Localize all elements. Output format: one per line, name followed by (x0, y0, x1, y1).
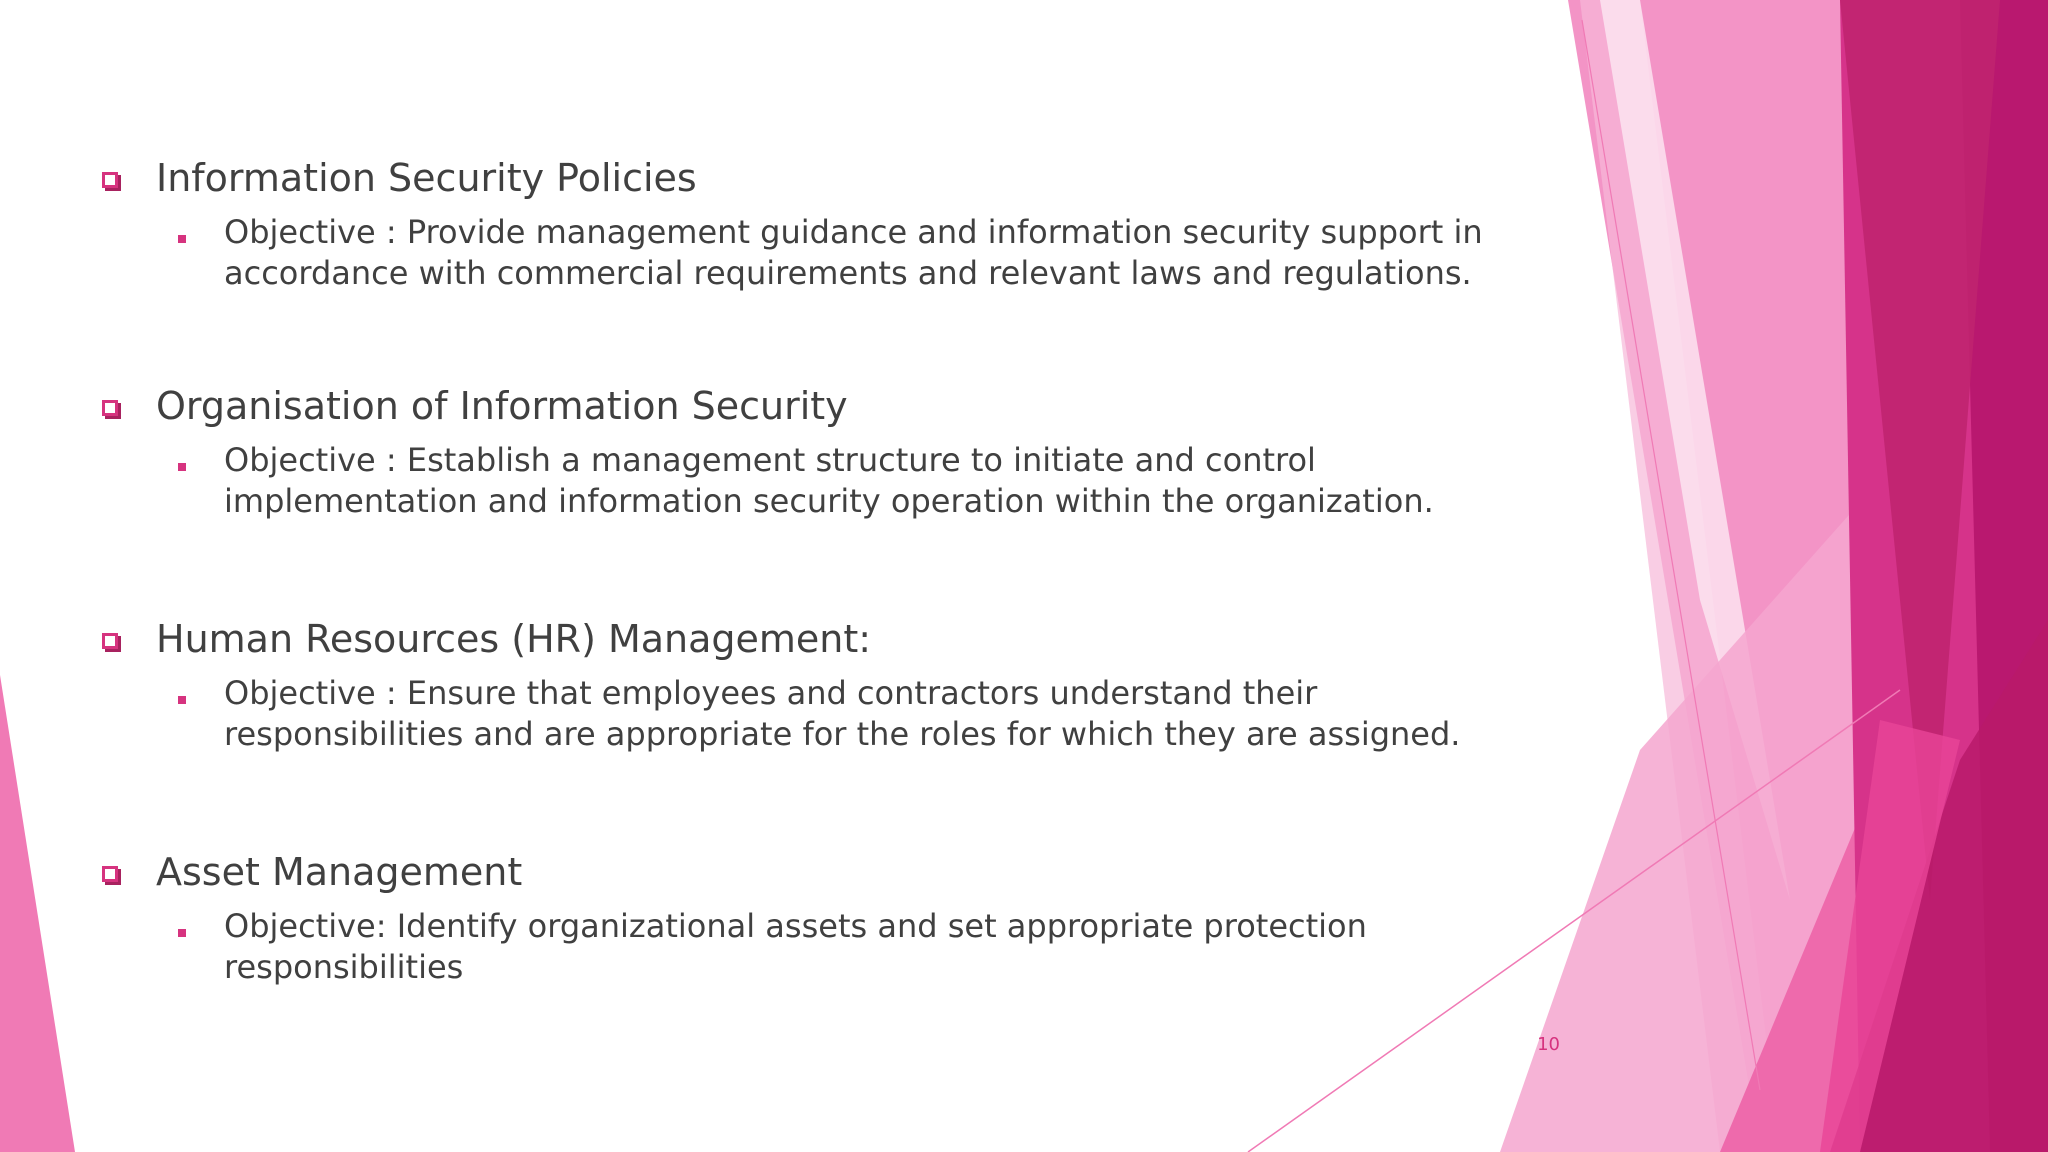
left-pink-sliver (0, 675, 75, 1152)
section-heading: Human Resources (HR) Management: (156, 617, 872, 661)
objective-row (98, 212, 1538, 302)
objective-text: Objective : Ensure that employees and contractors understand their responsibilities and are appropriate for the roles for which they are assigned. (224, 674, 1461, 753)
objective-text: Objective : Provide management guidance and information security support in accordance with commercial requirements and relevant laws and regulations. (224, 213, 1483, 292)
square-bullet-icon (178, 235, 186, 243)
section-organisation-of-information-security (98, 378, 1538, 530)
page-number: 10 (1537, 1034, 1560, 1055)
section-heading-row (98, 378, 1538, 438)
section-heading: Organisation of Information Security (156, 384, 848, 428)
section-heading: Information Security Policies (156, 156, 697, 200)
checkbox-bullet-icon (102, 866, 118, 882)
checkbox-bullet-icon (102, 400, 118, 416)
square-bullet-icon (178, 929, 186, 937)
objective-text: Objective : Establish a management structure to initiate and control implementation and information security operation within the organization. (224, 441, 1434, 520)
objective-row (98, 440, 1538, 530)
section-heading-row (98, 150, 1538, 210)
objective-row (98, 673, 1538, 763)
section-information-security-policies (98, 150, 1538, 302)
checkbox-bullet-icon (102, 633, 118, 649)
section-heading-row (98, 844, 1538, 904)
objective-text: Objective: Identify organizational assets and set appropriate protection responsibilities (224, 907, 1367, 986)
section-human-resources-management (98, 611, 1538, 763)
square-bullet-icon (178, 463, 186, 471)
section-asset-management (98, 844, 1538, 996)
square-bullet-icon (178, 696, 186, 704)
checkbox-bullet-icon (102, 172, 118, 188)
section-heading: Asset Management (156, 850, 523, 894)
section-heading-row (98, 611, 1538, 671)
objective-row (98, 906, 1538, 996)
